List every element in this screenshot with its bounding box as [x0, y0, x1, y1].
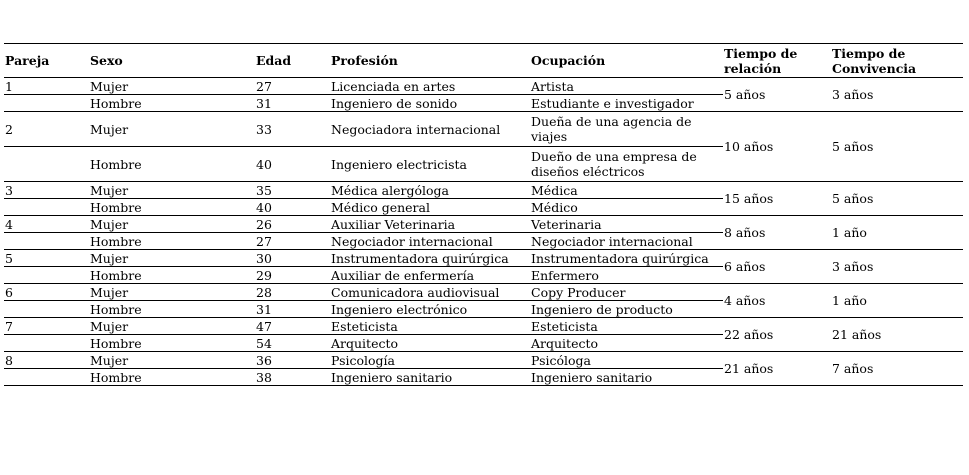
table-header-row [4, 44, 963, 78]
cell-pareja [4, 301, 89, 318]
table-row [4, 250, 963, 267]
cell-ocupacion: Instrumentadora quirúrgica [530, 250, 723, 267]
cell-sexo: Mujer [89, 216, 255, 233]
cell-edad: 35 [255, 182, 330, 199]
cell-tiempo-relacion: 4 años [723, 284, 831, 318]
cell-edad: 30 [255, 250, 330, 267]
cell-pareja: 4 [4, 216, 89, 233]
header-sexo: Sexo [90, 53, 123, 68]
cell-profesion: Ingeniero de sonido [330, 95, 530, 112]
cell-tiempo-convivencia: 3 años [831, 78, 963, 112]
cell-sexo: Hombre [89, 147, 255, 182]
cell-edad: 54 [255, 335, 330, 352]
cell-sexo: Hombre [89, 233, 255, 250]
cell-profesion: Instrumentadora quirúrgica [330, 250, 530, 267]
cell-pareja [4, 147, 89, 182]
cell-profesion: Arquitecto [330, 335, 530, 352]
cell-ocupacion: Esteticista [530, 318, 723, 335]
cell-sexo: Hombre [89, 95, 255, 112]
cell-ocupacion: Ingeniero sanitario [530, 369, 723, 386]
cell-ocupacion: Médico [530, 199, 723, 216]
cell-edad: 47 [255, 318, 330, 335]
table-row [4, 284, 963, 301]
cell-sexo: Mujer [89, 112, 255, 147]
cell-profesion: Negociador internacional [330, 233, 530, 250]
cell-sexo: Hombre [89, 199, 255, 216]
table-row [4, 352, 963, 369]
header-edad: Edad [256, 53, 292, 68]
cell-profesion: Comunicadora audiovisual [330, 284, 530, 301]
cell-ocupacion: Artista [530, 78, 723, 95]
cell-sexo: Hombre [89, 335, 255, 352]
cell-pareja [4, 233, 89, 250]
cell-tiempo-relacion: 8 años [723, 216, 831, 250]
cell-sexo: Mujer [89, 182, 255, 199]
cell-edad: 29 [255, 267, 330, 284]
table-row [4, 112, 963, 147]
cell-sexo: Hombre [89, 267, 255, 284]
cell-pareja: 5 [4, 250, 89, 267]
cell-profesion: Médica alergóloga [330, 182, 530, 199]
couples-table [4, 43, 963, 386]
cell-profesion: Esteticista [330, 318, 530, 335]
cell-edad: 27 [255, 78, 330, 95]
cell-pareja [4, 95, 89, 112]
cell-tiempo-convivencia: 5 años [831, 182, 963, 216]
cell-pareja [4, 199, 89, 216]
cell-tiempo-convivencia: 7 años [831, 352, 963, 386]
cell-pareja [4, 267, 89, 284]
cell-pareja: 7 [4, 318, 89, 335]
cell-ocupacion: Enfermero [530, 267, 723, 284]
cell-tiempo-relacion: 10 años [723, 112, 831, 182]
cell-profesion: Ingeniero electricista [330, 147, 530, 182]
cell-pareja: 2 [4, 112, 89, 147]
cell-profesion: Licenciada en artes [330, 78, 530, 95]
cell-sexo: Mujer [89, 284, 255, 301]
cell-tiempo-convivencia: 21 años [831, 318, 963, 352]
cell-tiempo-relacion: 6 años [723, 250, 831, 284]
cell-ocupacion: Dueña de una agencia de viajes [530, 112, 723, 147]
cell-edad: 36 [255, 352, 330, 369]
cell-edad: 28 [255, 284, 330, 301]
header-tiempo-convivencia: Tiempo de Convivencia [832, 45, 917, 76]
cell-profesion: Psicología [330, 352, 530, 369]
cell-tiempo-relacion: 15 años [723, 182, 831, 216]
table-row [4, 182, 963, 199]
cell-tiempo-convivencia: 5 años [831, 112, 963, 182]
cell-ocupacion: Dueño de una empresa de diseños eléctricos [530, 147, 723, 182]
table-row [4, 78, 963, 95]
cell-pareja: 8 [4, 352, 89, 369]
cell-sexo: Hombre [89, 301, 255, 318]
cell-edad: 31 [255, 95, 330, 112]
cell-pareja: 3 [4, 182, 89, 199]
cell-ocupacion: Negociador internacional [530, 233, 723, 250]
table-row [4, 318, 963, 335]
cell-tiempo-relacion: 22 años [723, 318, 831, 352]
cell-pareja [4, 335, 89, 352]
cell-ocupacion: Médica [530, 182, 723, 199]
cell-ocupacion: Psicóloga [530, 352, 723, 369]
cell-profesion: Negociadora internacional [330, 112, 530, 147]
header-tiempo-relacion: Tiempo de relación [724, 45, 798, 76]
cell-tiempo-convivencia: 3 años [831, 250, 963, 284]
cell-profesion: Médico general [330, 199, 530, 216]
cell-sexo: Mujer [89, 78, 255, 95]
cell-sexo: Mujer [89, 318, 255, 335]
cell-edad: 31 [255, 301, 330, 318]
cell-edad: 40 [255, 199, 330, 216]
cell-ocupacion: Estudiante e investigador [530, 95, 723, 112]
header-profesion: Profesión [331, 53, 398, 68]
cell-edad: 33 [255, 112, 330, 147]
cell-profesion: Auxiliar Veterinaria [330, 216, 530, 233]
cell-profesion: Auxiliar de enfermería [330, 267, 530, 284]
cell-sexo: Mujer [89, 352, 255, 369]
cell-tiempo-convivencia: 1 año [831, 216, 963, 250]
cell-sexo: Hombre [89, 369, 255, 386]
cell-ocupacion: Arquitecto [530, 335, 723, 352]
table-row [4, 216, 963, 233]
cell-pareja: 6 [4, 284, 89, 301]
cell-edad: 40 [255, 147, 330, 182]
cell-pareja [4, 369, 89, 386]
cell-profesion: Ingeniero sanitario [330, 369, 530, 386]
cell-edad: 27 [255, 233, 330, 250]
cell-ocupacion: Ingeniero de producto [530, 301, 723, 318]
cell-ocupacion: Copy Producer [530, 284, 723, 301]
cell-profesion: Ingeniero electrónico [330, 301, 530, 318]
header-pareja: Pareja [5, 53, 50, 68]
cell-edad: 38 [255, 369, 330, 386]
cell-tiempo-relacion: 21 años [723, 352, 831, 386]
cell-pareja: 1 [4, 78, 89, 95]
cell-tiempo-relacion: 5 años [723, 78, 831, 112]
cell-ocupacion: Veterinaria [530, 216, 723, 233]
cell-sexo: Mujer [89, 250, 255, 267]
cell-tiempo-convivencia: 1 año [831, 284, 963, 318]
cell-edad: 26 [255, 216, 330, 233]
header-ocupacion: Ocupación [531, 53, 606, 68]
